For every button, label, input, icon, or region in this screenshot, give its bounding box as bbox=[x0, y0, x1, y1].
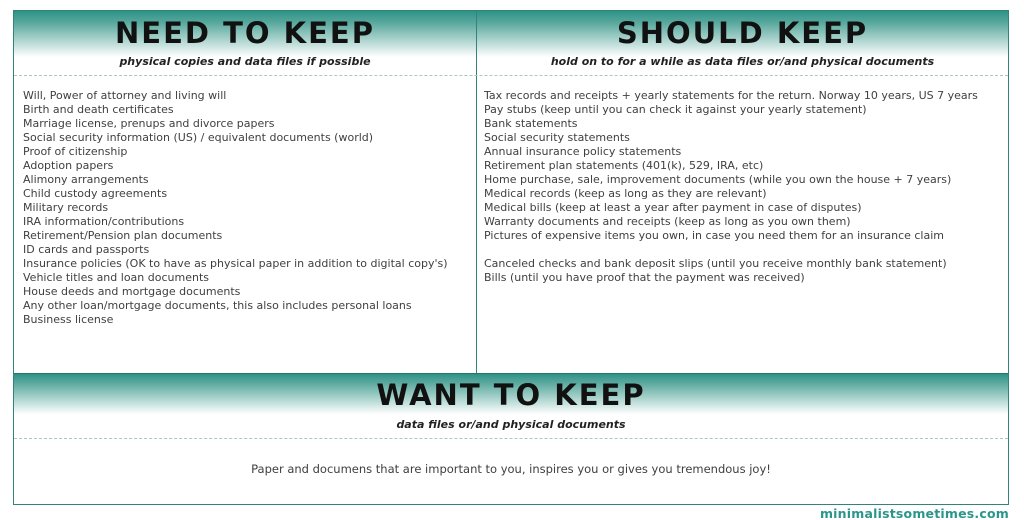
list-item: Tax records and receipts + yearly statements for the return. Norway 10 years, US 7 years bbox=[484, 89, 978, 102]
should-keep-title: SHOULD KEEP bbox=[616, 16, 869, 50]
list-item: Retirement plan statements (401(k), 529, IRA, etc) bbox=[484, 159, 764, 172]
list-item: Pay stubs (keep until you can check it against your yearly statement) bbox=[484, 103, 867, 116]
list-item: Vehicle titles and loan documents bbox=[23, 271, 209, 284]
list-item: Social security statements bbox=[484, 131, 630, 144]
list-item: Home purchase, sale, improvement documents (while you own the house + 7 years) bbox=[484, 173, 952, 186]
header-row bbox=[14, 11, 1008, 76]
list-item: Birth and death certificates bbox=[23, 103, 174, 116]
need-to-keep-list bbox=[23, 89, 470, 327]
keep-table bbox=[13, 10, 1009, 505]
should-keep-cell bbox=[477, 76, 1008, 373]
should-keep-list bbox=[484, 89, 1004, 243]
should-keep-list-secondary bbox=[484, 257, 1004, 285]
want-to-keep-subtitle: data files or/and physical documents bbox=[396, 418, 626, 431]
list-gap bbox=[484, 243, 1004, 257]
list-item: Business license bbox=[23, 313, 114, 326]
list-item: Insurance policies (OK to have as physical paper in addition to digital copy's) bbox=[23, 257, 448, 270]
list-item: Pictures of expensive items you own, in case you need them for an insurance claim bbox=[484, 229, 944, 242]
list-item: Alimony arrangements bbox=[23, 173, 149, 186]
list-item: House deeds and mortgage documents bbox=[23, 285, 241, 298]
list-item: Proof of citizenship bbox=[23, 145, 128, 158]
want-to-keep-body: Paper and documens that are important to you, inspires you or gives you tremendous joy! bbox=[251, 462, 771, 476]
list-item: Canceled checks and bank deposit slips (until you receive monthly bank statement) bbox=[484, 257, 947, 270]
list-item: Child custody agreements bbox=[23, 187, 168, 200]
need-to-keep-subtitle: physical copies and data files if possible bbox=[119, 55, 371, 68]
lists-row bbox=[14, 76, 1008, 373]
list-item: Medical records (keep as long as they are relevant) bbox=[484, 187, 767, 200]
should-keep-header bbox=[477, 11, 1008, 75]
list-item: Any other loan/mortgage documents, this also includes personal loans bbox=[23, 299, 412, 312]
need-to-keep-header bbox=[14, 11, 477, 75]
list-item: Bank statements bbox=[484, 117, 578, 130]
list-item: Medical bills (keep at least a year after payment in case of disputes) bbox=[484, 201, 862, 214]
list-item: Will, Power of attorney and living will bbox=[23, 89, 227, 102]
list-item: ID cards and passports bbox=[23, 243, 150, 256]
list-item: IRA information/contributions bbox=[23, 215, 185, 228]
need-to-keep-cell bbox=[14, 76, 477, 373]
site-watermark-link[interactable]: minimalistsometimes.com bbox=[819, 506, 1009, 520]
should-keep-subtitle: hold on to for a while as data files or/and physical documents bbox=[550, 55, 935, 68]
list-item: Retirement/Pension plan documents bbox=[23, 229, 223, 242]
list-item: Annual insurance policy statements bbox=[484, 145, 682, 158]
list-item: Military records bbox=[23, 201, 109, 214]
list-item: Warranty documents and receipts (keep as long as you own them) bbox=[484, 215, 851, 228]
need-to-keep-title: NEED TO KEEP bbox=[115, 16, 375, 50]
want-to-keep-title: WANT TO KEEP bbox=[376, 378, 646, 412]
want-to-keep-section bbox=[14, 373, 1008, 504]
list-item: Adoption papers bbox=[23, 159, 114, 172]
want-to-keep-header bbox=[14, 374, 1008, 416]
list-item: Marriage license, prenups and divorce papers bbox=[23, 117, 275, 130]
list-item: Social security information (US) / equivalent documents (world) bbox=[23, 131, 374, 144]
list-item: Bills (until you have proof that the payment was received) bbox=[484, 271, 805, 284]
want-to-keep-body-wrap bbox=[14, 439, 1008, 499]
